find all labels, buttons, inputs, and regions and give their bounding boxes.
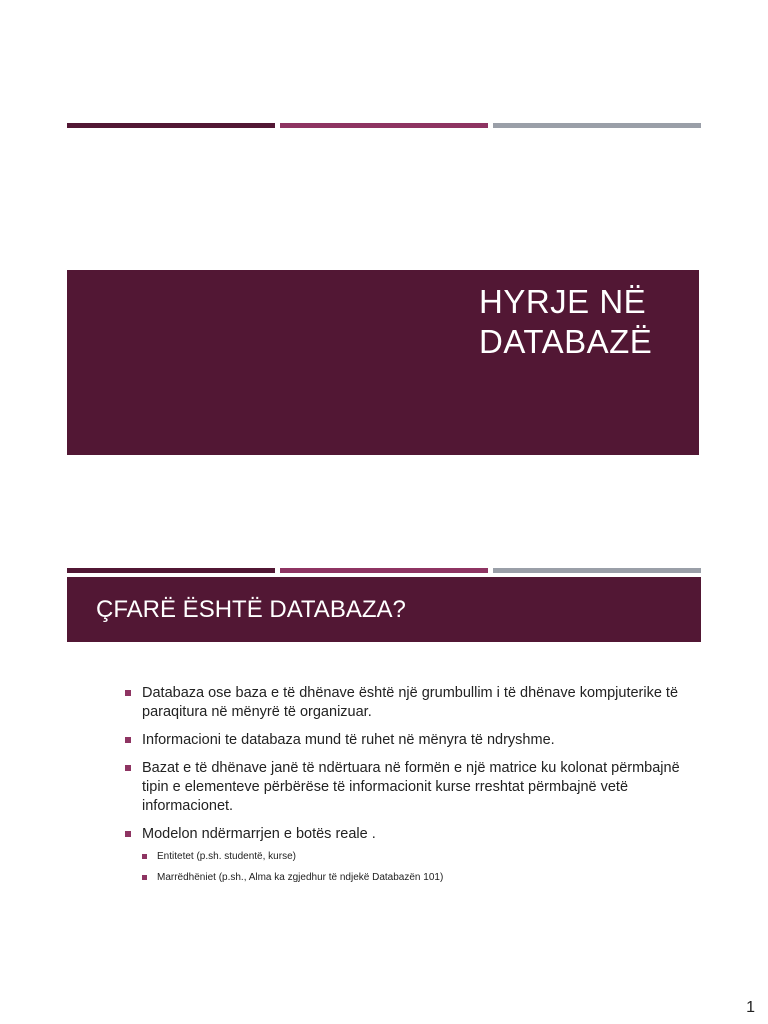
slide1-stripe-maroon xyxy=(67,123,275,128)
square-bullet-icon xyxy=(142,875,147,880)
square-bullet-icon xyxy=(142,854,147,859)
sub-bullet-text: Entitetet (p.sh. studentë, kurse) xyxy=(157,851,296,862)
bullet-item xyxy=(125,825,685,885)
slide1-title-line-2: DATABAZË xyxy=(479,323,653,360)
slide1-title-line-1: HYRJE NË xyxy=(479,283,647,320)
slide2-header: ÇFARË ËSHTË DATABAZA? xyxy=(96,596,406,623)
square-bullet-icon xyxy=(125,765,131,771)
sub-bullet-item xyxy=(142,850,685,864)
sub-bullet-text: Marrëdhëniet (p.sh., Alma ka zgjedhur të ndjekë Databazën 101) xyxy=(157,872,444,883)
bullet-item xyxy=(125,684,685,722)
square-bullet-icon xyxy=(125,690,131,696)
bullet-text: Informacioni te databaza mund të ruhet në mënyra të ndryshme. xyxy=(142,732,555,748)
slide2-header-block xyxy=(67,577,701,642)
page-number: 1 xyxy=(746,999,755,1016)
bullet-item xyxy=(125,759,685,816)
slide1-title-block xyxy=(67,270,699,455)
square-bullet-icon xyxy=(125,831,131,837)
slide1-title xyxy=(479,282,689,362)
slide2-stripe-magenta xyxy=(280,568,488,573)
square-bullet-icon xyxy=(125,737,131,743)
slide1-stripe-gray xyxy=(493,123,701,128)
sub-bullet-item xyxy=(142,871,685,885)
bullet-text: Databaza ose baza e të dhënave është një grumbullim i të dhënave kompjuterike të paraqitura në mënyrë të organizuar. xyxy=(142,685,679,720)
slide2-stripe-maroon xyxy=(67,568,275,573)
bullet-item xyxy=(125,731,685,750)
bullet-text: Bazat e të dhënave janë të ndërtuara në formën e një matrice ku kolonat përmbajnë tipin e elementeve përbërëse të informacionit kurse rreshtat përmbajnë vetë informacionet. xyxy=(142,760,680,814)
slide1-stripe-magenta xyxy=(280,123,488,128)
bullet-text: Modelon ndërmarrjen e botës reale . xyxy=(142,826,376,842)
slide2-bullet-list xyxy=(125,684,685,894)
slide2-stripe-gray xyxy=(493,568,701,573)
sub-bullet-list xyxy=(142,850,685,885)
